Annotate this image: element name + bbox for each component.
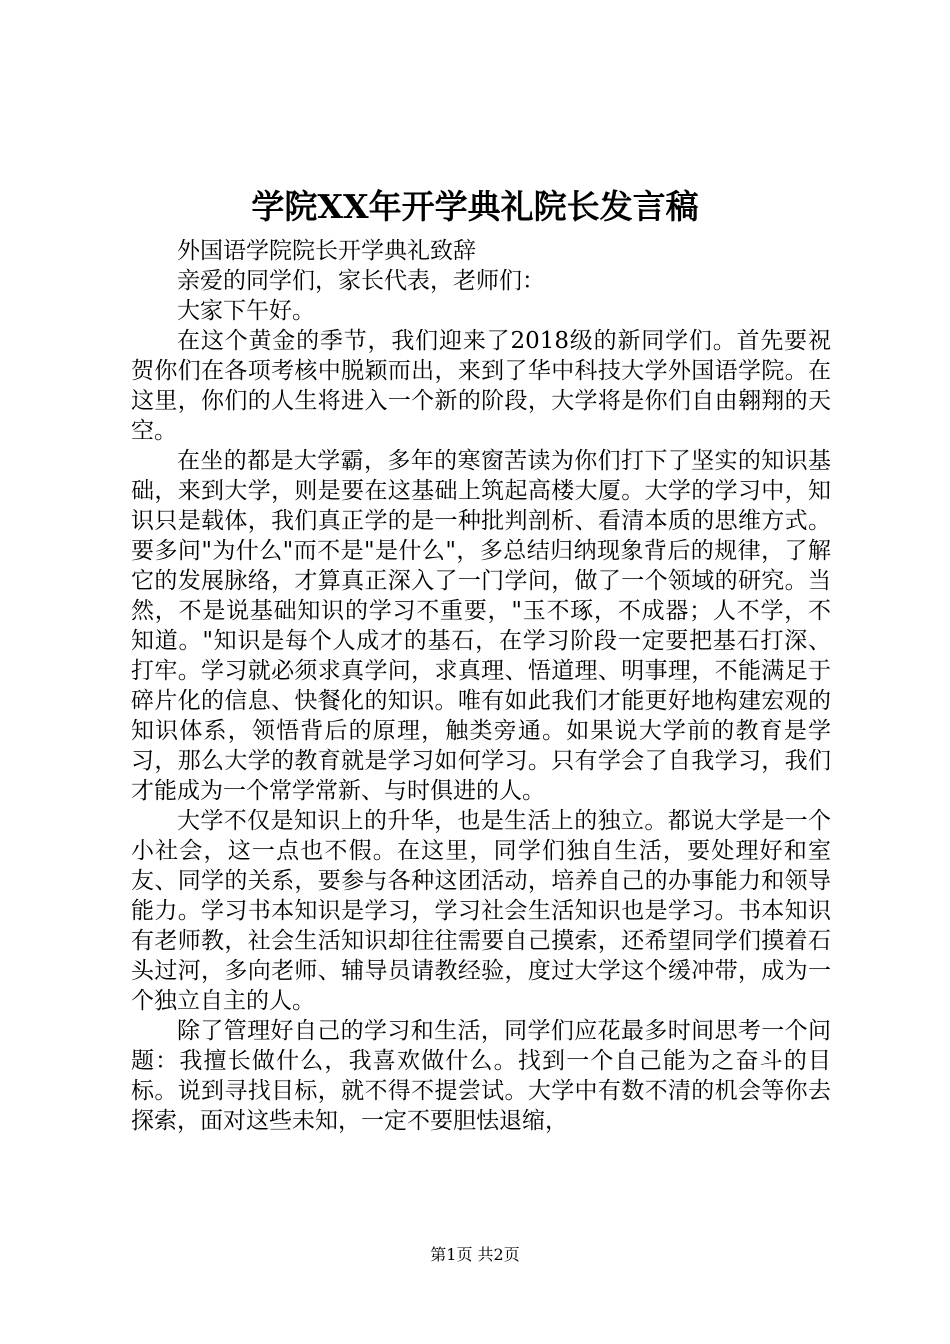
document-title: 学院XX年开学典礼院长发言稿: [251, 187, 699, 226]
paragraph: 除了管理好自己的学习和生活，同学们应花最多时间思考一个问题：我擅长做什么，我喜欢做什么。找到一个自己能为之奋斗的目标。说到寻找目标，就不得不提尝试。大学中有数不清的机会等你去探索，面对这些未知，一定不要胆怯退缩，: [131, 1018, 831, 1134]
paragraph: 在坐的都是大学霸，多年的寒窗苦读为你们打下了坚实的知识基础，来到大学，则是要在这基础上筑起高楼大厦。大学的学习中，知识只是载体，我们真正学的是一种批判剖析、看清本质的思维方式。要多问"为什么"而不是"是什么"，多总结归纳现象背后的规律，了解它的发展脉络，才算真正深入了一门学问，做了一个领域的研究。当然，不是说基础知识的学习不重要，"玉不琢，不成器；人不学，不知道。"知识是每个人成才的基石，在学习阶段一定要把基石打深、打牢。学习就必须求真学问，求真理、悟道理、明事理，不能满足于碎片化的信息、快餐化的知识。唯有如此我们才能更好地构建宏观的知识体系，领悟背后的原理，触类旁通。如果说大学前的教育是学习，那么大学的教育就是学习如何学习。只有学会了自我学习，我们才能成为一个常学常新、与时俱进的人。: [131, 448, 831, 804]
page-number-footer: 第1页 共2页: [430, 1245, 520, 1264]
paragraph-salutation: 亲爱的同学们，家长代表，老师们：: [177, 268, 545, 294]
paragraph: 大学不仅是知识上的升华，也是生活上的独立。都说大学是一个小社会，这一点也不假。在这里，同学们独自生活，要处理好和室友、同学的关系，要参与各种这团活动，培养自己的办事能力和领导能力。学习书本知识是学习，学习社会生活知识也是学习。书本知识有老师教，社会生活知识却往往需要自己摸索，还希望同学们摸着石头过河，多向老师、辅导员请教经验，度过大学这个缓冲带，成为一个独立自主的人。: [131, 808, 831, 1014]
document-body: [131, 236, 831, 1136]
paragraph-greeting: 大家下午好。: [177, 298, 315, 324]
paragraph-heading: 外国语学院院长开学典礼致辞: [177, 238, 476, 264]
paragraph: 在这个黄金的季节，我们迎来了2018级的新同学们。首先要祝贺你们在各项考核中脱颖而出，来到了华中科技大学外国语学院。在这里，你们的人生将进入一个新的阶段，大学将是你们自由翱翔的天空。: [131, 328, 831, 444]
